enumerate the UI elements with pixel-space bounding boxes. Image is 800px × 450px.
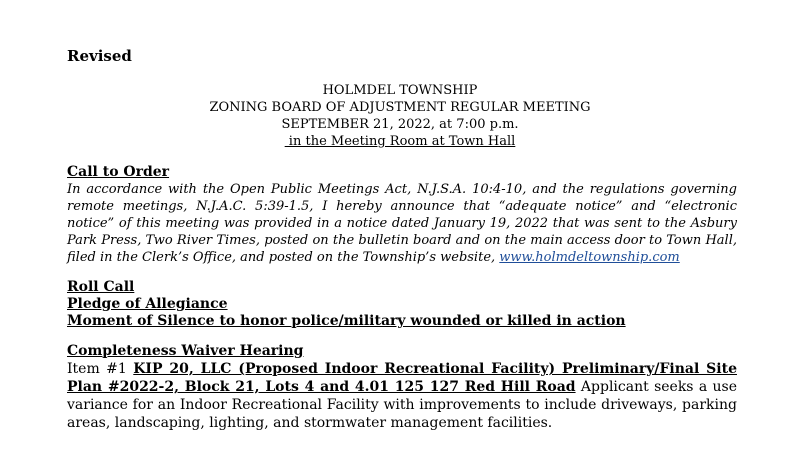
call-to-order-section: [67, 164, 737, 266]
meeting-title: ZONING BOARD OF ADJUSTMENT REGULAR MEETING: [209, 100, 591, 115]
call-to-order-body: In accordance with the Open Public Meetings Act, N.J.S.A. 10:4-10, and the regulations governing remote meetings, N.J.A.C. 5:39-1.5, I hereby announce that “adequate notice” and “electronic notice” of this meeting was provided in a notice dated January 19, 2022 that was sent to the Asbury Park Press, Two River Times, posted on the bulletin board and on the main access door to Town Hall, filed in the Clerk’s Office, and posted on the Township’s website,: [67, 182, 737, 265]
meeting-header: [0, 82, 800, 150]
item-description: Applicant seeks a use variance for an Indoor Recreational Facility with improvements to include driveways, parking areas, landscaping, lighting, and stormwater management facilities.: [67, 379, 737, 431]
completeness-section: [67, 343, 737, 432]
roll-call-heading: Roll Call: [67, 279, 135, 295]
opening-section: [67, 279, 737, 330]
meeting-date: SEPTEMBER 21, 2022, at 7:00 p.m.: [281, 117, 519, 132]
agenda-item-1: [67, 360, 737, 432]
township-website-link[interactable]: www.holmdeltownship.com: [499, 250, 680, 265]
township-name: HOLMDEL TOWNSHIP: [322, 83, 478, 98]
call-to-order-text: [67, 181, 737, 266]
completeness-heading: Completeness Waiver Hearing: [67, 343, 304, 359]
call-to-order-heading: Call to Order: [67, 164, 170, 180]
pledge-heading: Pledge of Allegiance: [67, 296, 228, 312]
item-title: KIP 20, LLC (Proposed Indoor Recreational Facility) Preliminary/Final Site Plan #2022-2, Block 21, Lots 4 and 4.01 125 127 Red Hill Road: [67, 361, 737, 395]
moment-of-silence-heading: Moment of Silence to honor police/military wounded or killed in action: [67, 313, 626, 329]
item-label: Item #1: [67, 361, 134, 377]
meeting-location: in the Meeting Room at Town Hall: [284, 134, 516, 149]
revised-label: Revised: [67, 47, 132, 65]
